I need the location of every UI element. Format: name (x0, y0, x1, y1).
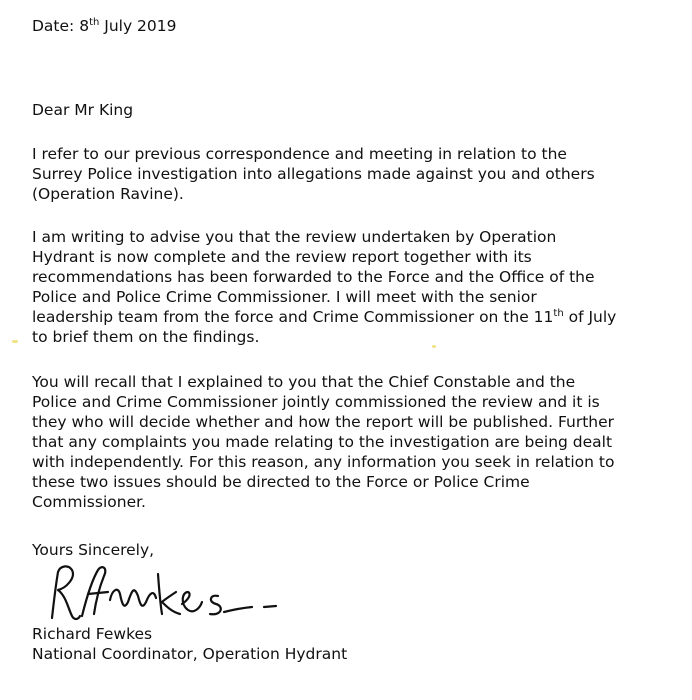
letter-date (32, 16, 177, 36)
paragraph-line: Surrey Police investigation into allegations made against you and others (32, 165, 595, 183)
paragraph-line: You will recall that I explained to you that the Chief Constable and the (32, 373, 576, 391)
paragraph-line: with independently. For this reason, any information you seek in relation to (32, 453, 615, 471)
paragraph-line: (Operation Ravine). (32, 185, 184, 203)
date-prefix: Date: 8 (32, 17, 90, 35)
line-text: of July (563, 308, 617, 326)
paragraph-line: that any complaints you made relating to the investigation are being dealt (32, 433, 613, 451)
paragraph-line: recommendations has been forwarded to the Force and the Office of the (32, 268, 595, 286)
paragraph-line: these two issues should be directed to the Force or Police Crime (32, 473, 530, 491)
paragraph-line: Police and Police Crime Commissioner. I will meet with the senior (32, 288, 537, 306)
paragraph-line: they who will decide whether and how the report will be published. Further (32, 413, 615, 431)
date-ordinal: th (89, 16, 100, 28)
paragraph-3 (32, 372, 692, 512)
handwritten-signature (38, 560, 298, 630)
date-suffix: July 2019 (99, 17, 177, 35)
closing: Yours Sincerely, (32, 541, 155, 559)
line-text: leadership team from the force and Crime Commissioner on the 11 (32, 308, 554, 326)
scan-speck (12, 340, 18, 343)
paragraph-1 (32, 144, 692, 204)
paragraph-2 (32, 227, 692, 347)
paragraph-line: I am writing to advise you that the review undertaken by Operation (32, 228, 557, 246)
paragraph-line: Police and Crime Commissioner jointly commissioned the review and it is (32, 393, 600, 411)
paragraph-line: I refer to our previous correspondence and meeting in relation to the (32, 145, 567, 163)
signatory-name: Richard Fewkes (32, 625, 153, 643)
signatory-title: National Coordinator, Operation Hydrant (32, 645, 348, 663)
line-ordinal: th (553, 307, 564, 319)
paragraph-line (32, 307, 692, 327)
paragraph-line: Commissioner. (32, 493, 146, 511)
paragraph-line: Hydrant is now complete and the review report together with its (32, 248, 532, 266)
salutation: Dear Mr King (32, 101, 134, 119)
paragraph-line: to brief them on the findings. (32, 328, 260, 346)
scan-speck (432, 345, 436, 348)
